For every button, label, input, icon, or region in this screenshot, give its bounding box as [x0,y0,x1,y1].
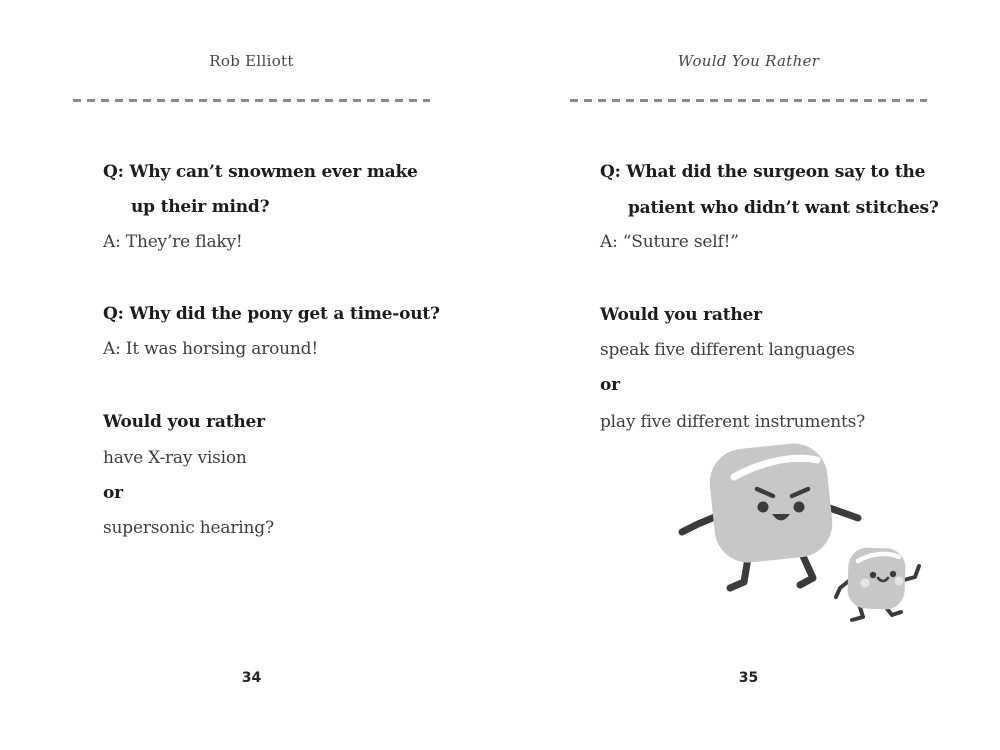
small-marshmallow [836,547,919,620]
left-running-head: Rob Elliott [209,52,294,70]
right-joke1-question-line2: patient who didn’t want stitches? [628,198,939,218]
right-page-number: 35 [738,670,759,686]
left-would-you-rather-option1: have X-ray vision [103,448,247,468]
right-would-you-rather-heading: Would you rather [600,305,762,325]
left-would-you-rather-option2: supersonic hearing? [103,518,274,538]
left-joke2-question: Q: Why did the pony get a time-out? [103,304,440,324]
right-dashed-divider [570,99,927,102]
right-joke1-answer: A: “Suture self!” [600,232,739,252]
marshmallow-illustration [668,430,938,638]
left-would-you-rather-heading: Would you rather [103,412,265,432]
right-page [570,0,939,750]
big-marshmallow [682,440,858,588]
left-joke1-question-line2: up their mind? [131,197,270,217]
right-would-you-rather-option1: speak five different languages [600,340,855,360]
right-running-head: Would You Rather [677,52,820,70]
left-page [73,0,440,750]
left-page-number: 34 [241,670,262,686]
right-would-you-rather-option2: play five different instruments? [600,412,866,432]
left-dashed-divider [73,99,430,102]
left-joke2-answer: A: It was horsing around! [103,339,318,359]
left-joke1-answer: A: They’re flaky! [103,232,243,252]
right-would-you-rather-or: or [600,375,620,395]
left-would-you-rather-or: or [103,483,123,503]
right-joke1-question-line1: Q: What did the surgeon say to the [600,162,926,182]
left-joke1-question-line1: Q: Why can’t snowmen ever make [103,162,418,182]
